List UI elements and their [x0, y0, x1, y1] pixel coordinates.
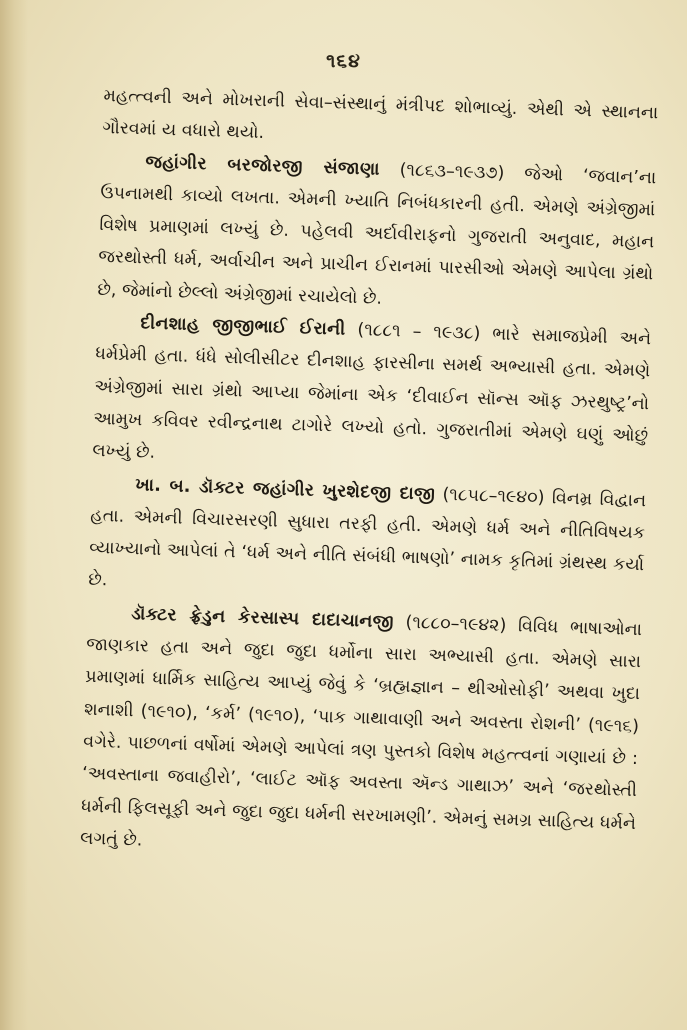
page-spine-shadow [0, 0, 28, 1030]
paragraph-text: (૧૮૮૦–૧૯૪૨) વિવિધ ભાષાઓના જાણકાર હતા અને જુદા જુદા ધર્મોના સારા અભ્યાસી હતા. એમણે સારા પ્રમાણમાં ધાર્મિક સાહિત્ય આપ્યું જેવું કે ‘બ્રહ્મજ્ઞાન – થીઓસોફી’ અથવા ખુદા શનાશી (૧૯૧૦), ‘કર્મ’ (૧૯૧૦), ‘પાક ગાથાવાણી અને અવસ્તા રોશની’ (૧૯૧૬) વગેરે. પાછળનાં વર્ષોમાં એમણે આપેલાં ત્રણ પુસ્તકો વિશેષ મહત્ત્વનાં ગણાયાં છે : ‘અવસ્તાના જવાહીરો’, ‘લાઈટ ઑફ અવસ્તા ઍન્ડ ગાથાઝ’ અને ‘જરથોસ્તી ધર્મની ફિલસૂફી અને જુદા જુદા ધર્મની સરખામણી’. એમનું સમગ્ર સાહિત્ય ધર્મને લગતું છે. [79, 612, 643, 851]
paragraph-fredun-dadachanji [80, 596, 643, 872]
paragraph-subject-name: જહાંગીર બરજોરજી સંજાણા [145, 151, 381, 180]
page-number: ૧૬૪ [326, 50, 361, 72]
paragraph-subject-name: ડૉક્ટર ફ્રેડુન કેરસાસ્પ દાદાચાનજી [130, 603, 395, 633]
paragraph-text: (૧૮૮૧ – ૧૯૩૮) ભારે સમાજપ્રેમી અને ધર્મપ્રેમી હતા. ધંધે સોલીસીટર દીનશાહ ફારસીના સમર્થ અભ્યાસી હતા. એમણે અંગ્રેજીમાં સારા ગ્રંથો આપ્યા જેમાંના એક ‘દીવાઈન સૉન્સ ઑફ ઝરથુષ્ટ્ર’નો આમુખ કવિવર રવીન્દ્રનાથ ટાગોરે લખ્યો હતો. ગુજરાતીમાં એમણે ઘણું ઓછું લખ્યું છે. [92, 319, 652, 464]
paragraph-jahangir-daji [88, 467, 647, 614]
paragraph-text: (૧૮૬૩–૧૯૩૭) જેઓ ‘જવાન’ના ઉપનામથી કાવ્યો લખતા. એમની ખ્યાતિ નિબંધકારની હતી. એમણે અંગ્રેજીમાં વિશેષ પ્રમાણમાં લખ્યું છે. પહેલવી અર્દાવીરાફનો ગુજરાતી અનુવાદ, મહાન જરથોસ્તી ધર્મ, અર્વાચીન અને પ્રાચીન ઈરાનમાં પારસીઓ એમણે આપેલા ગ્રંથો છે, જેમાંનો છેલ્લો અંગ્રેજીમાં રચાયેલો છે. [97, 159, 657, 309]
paragraph-subject-name: દીનશાહ જીજીભાઈ ઈરાની [140, 313, 346, 340]
paragraph-text: મહત્ત્વની અને મોખરાની સેવા–સંસ્થાનું મંત્રીપદ શોભાવ્યું. એથી એ સ્થાનના ગૌરવમાં ય વધારો થયો. [102, 85, 659, 144]
paragraph-text: (૧૮૫૮–૧૯૪૦) વિનમ્ર વિદ્વાન હતા. એમની વિચારસરણી સુધારા તરફી હતી. એમણે ધર્મ અને નીતિવિષયક વ્યાખ્યાનો આપેલાં તે ‘ધર્મ અને નીતિ સંબંધી ભાષણો’ નામક કૃતિમાં ગ્રંથસ્થ કર્યા છે. [87, 484, 647, 591]
paragraph-dinshah-irani [92, 306, 652, 485]
paragraph-subject-name: ખા. બ. ડૉક્ટર જહાંગીર ખુરશેદજી દાજી [134, 474, 436, 505]
paragraph-jahangir-sanjana [97, 145, 657, 324]
page-body [80, 80, 659, 872]
